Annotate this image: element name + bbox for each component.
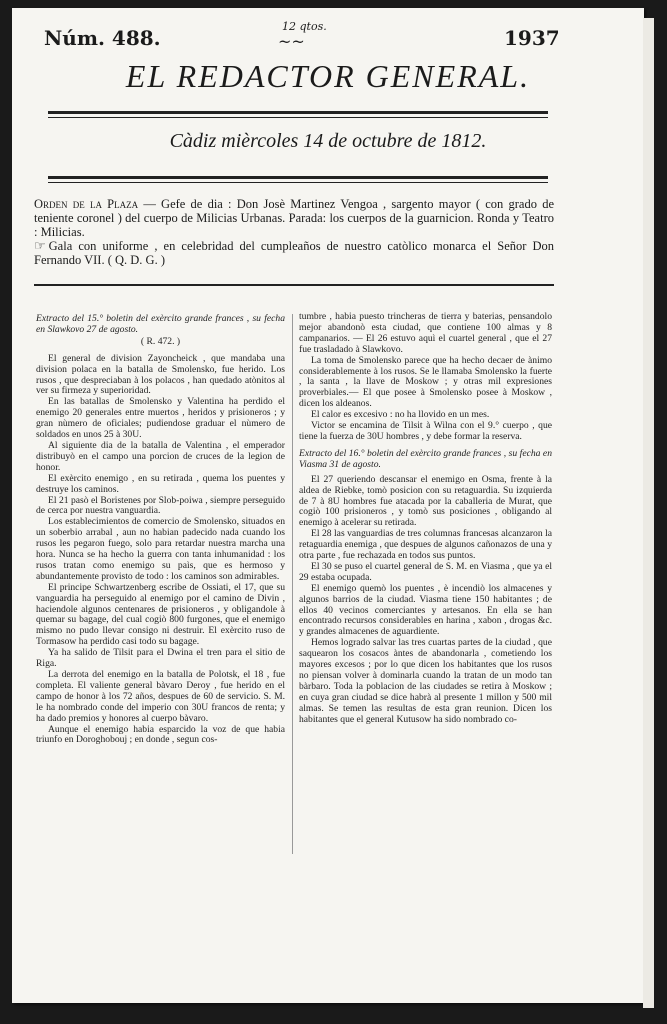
page-number: 1937	[504, 26, 560, 50]
newspaper-page	[12, 8, 644, 1003]
right-paragraph: El calor es excesivo : no ha llovido en un mes.	[311, 409, 490, 421]
issue-number: Núm. 488.	[44, 26, 161, 50]
column-divider	[292, 314, 293, 854]
orders-paragraph	[34, 197, 554, 239]
right-paragraph: El 27 queriendo descansar el enemigo en Osma, frente à la aldea de Riebke, tomò posicion con su retaguardia. Su izquierda de 7 à 8U hombres fue atacada por la caballeria de Murat, que cogiò 100 prisioneros , y tomò sus posiciones , obligando al enemigo à acelerar su retirada.	[299, 473, 552, 529]
right-paragraph: tumbre , habia puesto trincheras de tierra y baterias, pensandolo mejor abandonò esta ciudad, que contiene 100 almas y 8 campanarios. — El 26 estuvo aquì el cuartel general , que el 27 fue trasladado à Slawkovo.	[299, 311, 552, 355]
page-edge	[643, 18, 654, 1008]
dateline: Càdiz mièrcoles 14 de octubre de 1812.	[169, 130, 487, 152]
left-paragraph: Los establecimientos de comercio de Smolensko, situados en un soberbio arrabal , aun no habian padecido nada cuando los rusos les pegaron fuego, solo para retardar nuestra marcha una hora. Nunca se ha hecho la guerra con tanta inhumanidad : los rusos tratan como enemigo su paìs, que es hermoso y abundantemente provisto de todo : los caminos son admirables.	[36, 516, 285, 582]
right-paragraph: Hemos logrado salvar las tres cuartas partes de la ciudad , que saquearon los cosacos àntes de abandonarla , cometiendo los mayores excesos ; por lo que dicen los habitantes que los rusos no piensan volver à dominarla cuando la tratan de un modo tan bàrbaro. Toda la poblacion de las ciudades se retira à Moskow ; en cuya gran ciudad se dice habrà al presente 1 millon y 500 mil almas. Se temen las resultas de esta gran reunion. Dicen los habitantes que el general Kutusow ha sido nombrado co-	[299, 637, 552, 725]
bulletin-16-heading: Extracto del 16.° boletin del exèrcito grande frances , su fecha en Viasma 31 de agosto.	[299, 447, 552, 470]
left-paragraph: El principe Schwartzenberg escribe de Ossiati, el 17, que su vanguardia ha perseguido al enemigo por el camino de Divin , haciendole algunos centenares de prisioneros , y obligandole à quemar su bagage, del cual cogiò 800 furgones, que el enemigo mismo no pudo llevar consigo ni destruir. El exèrcito ruso de Tormasow ha perdido casi todo su bagage.	[36, 581, 285, 648]
left-paragraph: El exèrcito enemigo , en su retirada , quema los puentes y destruye los caminos.	[36, 472, 285, 495]
bulletin-15-reference: ( R. 472. )	[140, 335, 181, 347]
rule-mid-thick	[48, 176, 548, 179]
pointing-hand-icon: ☞	[34, 238, 46, 253]
bulletin-15-heading: Extracto del 15.° boletin del exèrcito grande frances , su fecha en Slawkovo 27 de agosto.	[36, 313, 285, 335]
left-paragraph: En las batallas de Smolensko y Valentina ha perdido el enemigo 20 generales entre muertos , heridos y prisioneros ; y gran nùmero de oficiales; pudiendose graduar el nùmero de soldados en unos 25 à 30U.	[36, 396, 285, 441]
rule-top-thick	[48, 111, 548, 114]
pliegos-note: 12 qtos.	[282, 20, 327, 33]
left-column	[36, 314, 285, 746]
gala-text: Gala con uniforme , en celebridad del cumpleaños de nuestro catòlico monarca el Señor Don Fernando VII. ( Q. D. G. )	[34, 239, 554, 267]
rule-section	[34, 284, 554, 286]
left-paragraph: El general de division Zayoncheick , que mandaba una division polaca en la batalla de Smolensko, fue herido. Los rusos , que despreciaban à los polacos , han quedado atònitos al ver su firmeza y superioridad.	[36, 352, 285, 397]
right-paragraph: Victor se encamina de Tilsit à Wilna con el 9.° cuerpo , que tiene la fuerza de 30U hombres , y debe formar la reserva.	[299, 420, 552, 442]
right-paragraph: El enemigo quemò los puentes , è incendiò los almacenes y algunos barrios de la ciudad. Viasma tiene 150 habitantes ; de ellos 40 vecinos comerciantes y artesanos. En ella se han encontrado recursos considerables en harina , xabon , drogas &c. y grandes almacenes de aguardiente.	[299, 582, 552, 638]
flourish-ornament: ~~	[278, 32, 305, 51]
gala-paragraph	[34, 239, 554, 267]
left-paragraph: Ya ha salido de Tilsit para el Dwina el tren para el sitio de Riga.	[36, 647, 285, 670]
right-paragraph: La toma de Smolensko parece que ha hecho decaer de ànimo considerablemente à los rusos. Se le llamaba Smolensko la fuerte , la santa , la llave de Moskow ; y otras mil expresiones proverbiales.— El que posee à Smolensko posee à Moskow , dicen los aldeanos.	[299, 354, 552, 410]
left-paragraph: La derrota del enemigo en la batalla de Polotsk, el 18 , fue completa. El valiente general bàvaro Deroy , fue herido en el campo de honor à los 72 años, despues de 60 de servicio. S. M. le ha nombrado conde del imperio con 30U francos de renta; y ha dado premios y honores al cuerpo bàvaro.	[36, 669, 285, 724]
rule-top-thin	[48, 117, 548, 118]
orders-label: Orden de la Plaza	[34, 197, 139, 211]
newspaper-title: EL REDACTOR GENERAL.	[125, 58, 531, 94]
rule-mid-thin	[48, 182, 548, 183]
left-paragraph: Al siguiente dia de la batalla de Valentina , el emperador distribuyò en el campo una porcion de cruces de la legion de honor.	[36, 439, 285, 473]
orders-text: — Gefe de dia : Don Josè Martinez Vengoa , sargento mayor ( con grado de teniente coronel ) del cuerpo de Milicias Urbanas. Parada: los cuerpos de la guarnicion. Ronda y Teatro : Milicias.	[34, 197, 554, 239]
right-column	[299, 312, 552, 726]
right-paragraph: El 28 las vanguardias de tres columnas francesas alcanzaron la retaguardia enemiga , que despues de algunos cañonazos de una y otra parte , fue rechazada en todos sus puntos.	[299, 528, 552, 562]
orden-de-la-plaza	[34, 197, 554, 267]
left-paragraph: El 21 pasò el Boristenes por Slob-poiwa , siempre perseguido de cerca por nuestra vanguardia.	[36, 494, 285, 517]
left-paragraph: Aunque el enemigo habia esparcido la voz de que habia triunfo en Doroghobouj ; en donde , segun cos-	[36, 723, 285, 746]
right-paragraph: El 30 se puso el cuartel general de S. M. en Viasma , que ya el 29 estaba ocupada.	[299, 560, 552, 583]
